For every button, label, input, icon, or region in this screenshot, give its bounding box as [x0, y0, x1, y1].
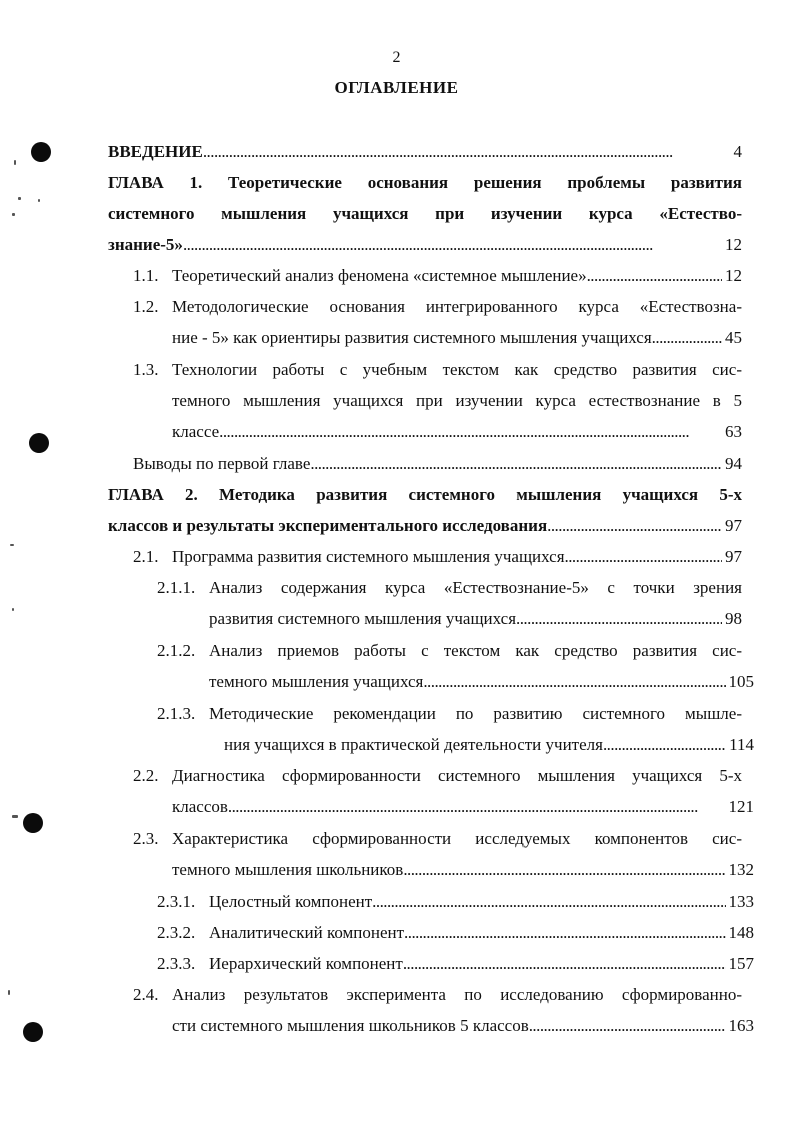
- toc-section-number: 1.1.: [133, 266, 159, 285]
- toc-entry-label: классов и результаты экспериментального исследования: [108, 516, 548, 535]
- toc-entry-label: ВВЕДЕНИЕ: [108, 142, 203, 161]
- scan-speck: [14, 160, 16, 165]
- dot-leader: [228, 794, 726, 820]
- toc-subsection-2-1-1-line[interactable]: Анализ содержания курса «Естествознание-5» с точки зрения: [209, 578, 742, 597]
- toc-page-number: 45: [725, 328, 742, 347]
- scan-speck: [10, 544, 14, 546]
- scan-speck: [12, 213, 15, 216]
- dot-leader: [310, 451, 722, 477]
- toc-subsection-2-3-2[interactable]: [209, 920, 754, 946]
- toc-section-number: 2.3.: [133, 829, 159, 848]
- toc-chapter-1-line[interactable]: ГЛАВА 1. Теоретические основания решения проблемы развития: [108, 173, 742, 192]
- toc-entry-label: темного мышления учащихся: [209, 672, 424, 691]
- toc-page-number: 132: [728, 860, 754, 879]
- toc-subsection-number: 2.3.1.: [157, 892, 196, 911]
- scan-speck: [18, 197, 21, 200]
- toc-chapter-1-line[interactable]: системного мышления учащихся при изучении курса «Естество-: [108, 204, 742, 223]
- toc-section-number: 1.2.: [133, 297, 159, 316]
- toc-section-number: 1.3.: [133, 360, 159, 379]
- toc-subsection-2-1-3-last-line[interactable]: [224, 732, 754, 758]
- toc-entry-label: сти системного мышления школьников 5 классов: [172, 1016, 529, 1035]
- toc-entry-label: темного мышления школьников: [172, 860, 404, 879]
- toc-entry-label: ние - 5» как ориентиры развития системного мышления учащихся: [172, 328, 652, 347]
- toc-page-number: 157: [728, 954, 754, 973]
- toc-section-2-2-last-line[interactable]: [172, 794, 754, 820]
- toc-section-2-3-line[interactable]: Характеристика сформированности исследуемых компонентов сис-: [172, 829, 742, 848]
- punch-hole: [31, 142, 51, 162]
- toc-subsection-2-3-1[interactable]: [209, 889, 754, 915]
- toc-entry-introduction[interactable]: [108, 139, 742, 165]
- scan-speck: [38, 199, 40, 202]
- toc-chapter-1-last-line[interactable]: [108, 232, 742, 258]
- dot-leader: [219, 419, 722, 445]
- toc-entry-label: классов: [172, 797, 228, 816]
- toc-section-1-3-line[interactable]: Технологии работы с учебным текстом как средство развития сис-: [172, 360, 742, 379]
- dot-leader: [403, 857, 725, 883]
- toc-subsection-2-1-2-last-line[interactable]: [209, 669, 754, 695]
- scan-speck: [8, 990, 10, 995]
- scan-speck: [12, 608, 14, 611]
- toc-section-2-4-line[interactable]: Анализ результатов эксперимента по исследованию сформированно-: [172, 985, 742, 1004]
- toc-subsection-number: 2.3.3.: [157, 954, 196, 973]
- dot-leader: [603, 732, 726, 758]
- toc-page-number: 97: [725, 547, 742, 566]
- toc-section-number: 2.2.: [133, 766, 159, 785]
- toc-subsection-number: 2.1.2.: [157, 641, 196, 660]
- toc-page-number: 133: [728, 892, 754, 911]
- punch-hole: [23, 1022, 43, 1042]
- toc-section-1-2-last-line[interactable]: [172, 325, 742, 351]
- scan-speck: [12, 815, 18, 818]
- toc-section-number: 2.4.: [133, 985, 159, 1004]
- toc-section-2-1[interactable]: [172, 544, 742, 570]
- toc-entry-label: Аналитический компонент: [209, 923, 405, 942]
- toc-entry-label: знание-5»: [108, 235, 183, 254]
- toc-page-number: 94: [725, 454, 742, 473]
- dot-leader: [372, 889, 725, 915]
- toc-entry-label: классе: [172, 422, 220, 441]
- toc-subsection-2-1-1-last-line[interactable]: [209, 606, 742, 632]
- dot-leader: [183, 232, 722, 258]
- toc-entry-label: Теоретический анализ феномена «системное мышление»: [172, 266, 587, 285]
- toc-page-number: 163: [728, 1016, 754, 1035]
- toc-page-number: 114: [729, 735, 754, 754]
- toc-subsection-2-1-2-line[interactable]: Анализ приемов работы с текстом как средство развития сис-: [209, 641, 742, 660]
- toc-page-number: 4: [733, 142, 742, 161]
- toc-page-number: 12: [725, 235, 742, 254]
- dot-leader: [516, 606, 722, 632]
- dot-leader: [203, 139, 731, 165]
- dot-leader: [529, 1013, 726, 1039]
- toc-section-2-4-last-line[interactable]: [172, 1013, 754, 1039]
- toc-section-number: 2.1.: [133, 547, 159, 566]
- dot-leader: [404, 920, 725, 946]
- toc-title: ОГЛАВЛЕНИЕ: [334, 78, 459, 97]
- page-number: 2: [392, 49, 401, 66]
- toc-entry-label: развития системного мышления учащихся: [209, 609, 517, 628]
- toc-chapter-2-last-line[interactable]: [108, 513, 742, 539]
- toc-section-2-3-last-line[interactable]: [172, 857, 754, 883]
- dot-leader: [565, 544, 722, 570]
- toc-section-2-2-line[interactable]: Диагностика сформированности системного мышления учащихся 5-х: [172, 766, 742, 785]
- toc-page-number: 12: [725, 266, 742, 285]
- toc-section-1-3-last-line[interactable]: [172, 419, 742, 445]
- toc-conclusions-chapter-1[interactable]: [133, 451, 742, 477]
- toc-page-number: 105: [728, 672, 754, 691]
- punch-hole: [23, 813, 43, 833]
- toc-section-1-2-line[interactable]: Методологические основания интегрированного курса «Естествозна-: [172, 297, 742, 316]
- toc-page-number: 97: [725, 516, 742, 535]
- toc-subsection-2-3-3[interactable]: [209, 951, 754, 977]
- toc-page-number: 63: [725, 422, 742, 441]
- toc-entry-label: Целостный компонент: [209, 892, 373, 911]
- dot-leader: [652, 325, 722, 351]
- toc-chapter-2-line[interactable]: ГЛАВА 2. Методика развития системного мышления учащихся 5-х: [108, 485, 742, 504]
- dot-leader: [587, 263, 722, 289]
- toc-page-number: 121: [728, 797, 754, 816]
- toc-entry-label: ния учащихся в практической деятельности учителя: [224, 735, 603, 754]
- dot-leader: [547, 513, 722, 539]
- toc-page-number: 98: [725, 609, 742, 628]
- toc-subsection-2-1-3-line[interactable]: Методические рекомендации по развитию системного мышле-: [209, 704, 742, 723]
- toc-subsection-number: 2.1.1.: [157, 578, 196, 597]
- dot-leader: [423, 669, 725, 695]
- toc-entry-label: Выводы по первой главе: [133, 454, 311, 473]
- dot-leader: [403, 951, 726, 977]
- toc-entry-label: Иерархический компонент: [209, 954, 403, 973]
- toc-entry-label: Программа развития системного мышления учащихся: [172, 547, 565, 566]
- toc-section-1-3-line[interactable]: темного мышления учащихся при изучении курса естествознание в 5: [172, 391, 742, 410]
- toc-subsection-number: 2.1.3.: [157, 704, 196, 723]
- toc-subsection-number: 2.3.2.: [157, 923, 196, 942]
- toc-section-1-1[interactable]: [172, 263, 742, 289]
- toc-page-number: 148: [728, 923, 754, 942]
- punch-hole: [29, 433, 49, 453]
